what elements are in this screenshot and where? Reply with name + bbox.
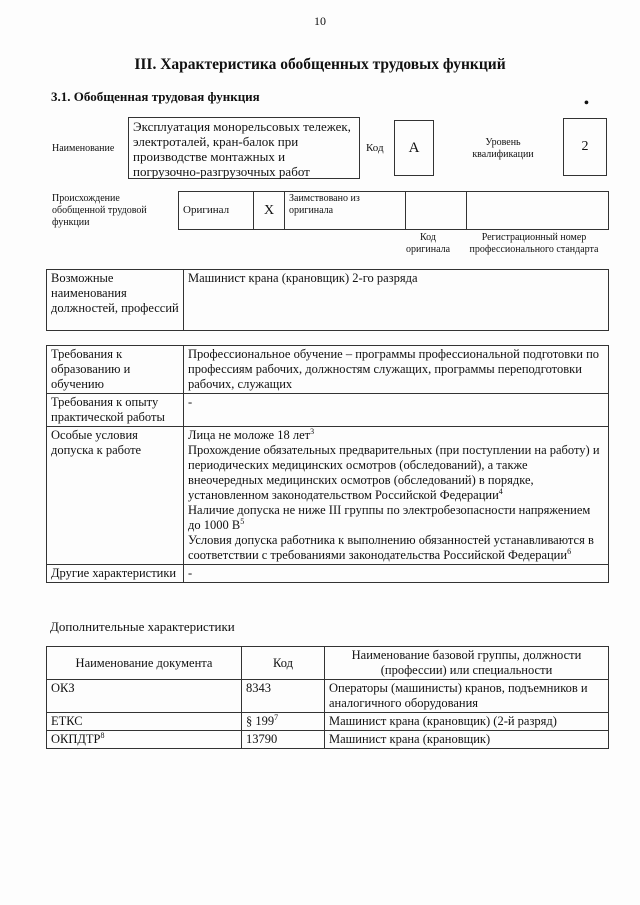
code-label: Код	[366, 142, 384, 154]
requirements-table	[46, 345, 609, 583]
special-line: Наличие допуска не ниже III группы по электробезопасности напряжением до 1000 $В^5$	[188, 503, 591, 532]
doc-cell: ОКПДТР$^8$	[47, 731, 242, 749]
code-cell: § $199^7$	[242, 713, 325, 731]
experience-label: Требования к опыту практической работы	[47, 394, 184, 427]
original-label: Оригинал	[183, 204, 230, 216]
origin-label: Происхождение обобщенной трудовой функции	[52, 193, 147, 228]
special-label: Особые условия допуска к работе	[47, 427, 184, 565]
code-original-label: Код оригинала	[405, 232, 451, 255]
positions-table	[46, 269, 609, 331]
special-line: Прохождение обязательных предварительных (при поступлении на работу) и периодических медицинских осмотров (обследований), а также внеочередных медицинских осмотров (обследований) в порядке, установленном законодательством Российской Федерации$^4$	[188, 443, 600, 502]
name-cell: Машинист крана (крановщик)	[325, 731, 609, 749]
positions-label: Возможные наименования должностей, профессий	[47, 270, 184, 331]
code-box: А	[394, 120, 434, 176]
reg-number-label: Регистрационный номер профессионального стандарта	[469, 232, 599, 255]
section-title: III. Характеристика обобщенных трудовых функций	[134, 56, 506, 73]
origin-table	[178, 191, 609, 230]
level-label: Уровень квалификации	[472, 137, 534, 160]
additional-table	[46, 646, 609, 749]
doc-cell: ОКЗ	[47, 680, 242, 713]
table-row	[47, 713, 609, 731]
code-cell: 13790	[242, 731, 325, 749]
code-original-cell	[406, 192, 467, 230]
education-label: Требования к образованию и обучению	[47, 346, 184, 394]
code-cell: 8343	[242, 680, 325, 713]
subsection-title: 3.1. Обобщенная трудовая функция	[51, 89, 260, 104]
dot-mark: •	[584, 96, 589, 111]
special-line: Условия допуска работника к выполнению обязанностей устанавливаются в соответствии с требованиями законодательства Российской Федерации$^6$	[188, 533, 594, 562]
name-label: Наименование	[52, 143, 115, 154]
positions-value: Машинист крана (крановщик) 2-го разряда	[184, 270, 609, 331]
header-doc: Наименование документа	[47, 647, 242, 680]
special-line: Лица не моложе 18 лет$^3$	[188, 426, 315, 442]
header-name: Наименование базовой группы, должности (профессии) или специальности	[325, 647, 609, 680]
page-number: 10	[314, 14, 326, 28]
other-value: -	[184, 565, 609, 583]
additional-title: Дополнительные характеристики	[50, 619, 235, 634]
table-row	[47, 680, 609, 713]
education-value: Профессиональное обучение – программы профессиональной подготовки по профессиям рабочих, должностям служащих, программы переподготовки рабочих, служащих	[184, 346, 609, 394]
table-row	[47, 731, 609, 749]
level-box: 2	[563, 118, 607, 176]
name-cell: Операторы (машинисты) кранов, подъемников и аналогичного оборудования	[325, 680, 609, 713]
other-label: Другие характеристики	[47, 565, 184, 583]
original-mark: Х	[254, 192, 285, 230]
reg-number-cell	[467, 192, 609, 230]
original-cell	[179, 192, 254, 230]
special-value	[184, 427, 609, 565]
borrowed-label: Заимствовано из оригинала	[285, 192, 406, 230]
function-name-box: Эксплуатация монорельсовых тележек, электроталей, кран-балок при производстве монтажных и погрузочно-разгрузочных работ	[128, 117, 360, 179]
name-cell: Машинист крана (крановщик) (2-й разряд)	[325, 713, 609, 731]
experience-value: -	[184, 394, 609, 427]
doc-cell: ЕТКС	[47, 713, 242, 731]
header-code: Код	[242, 647, 325, 680]
